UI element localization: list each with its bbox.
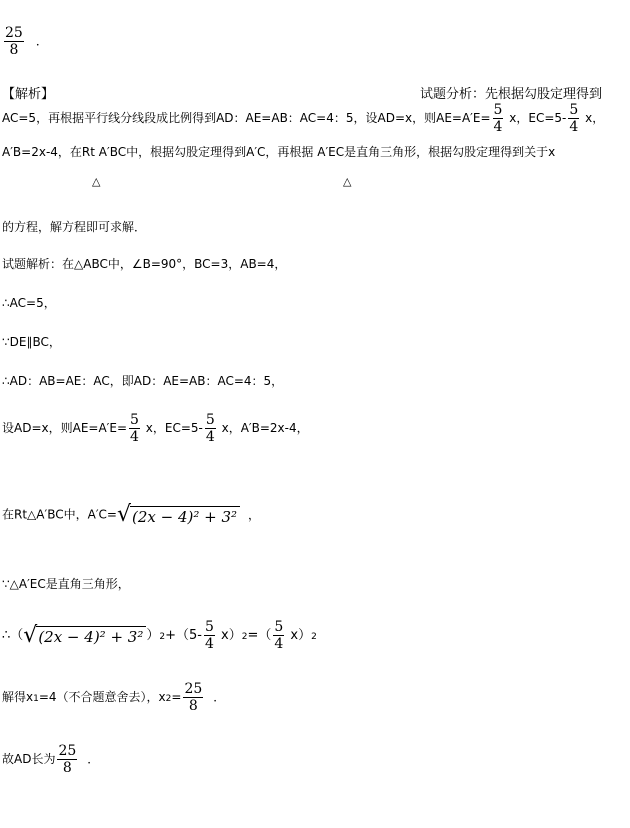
analysis-line-2: AC=5，再根据平行线分线段成比例得到AD：AE=AB：AC=4：5，设AD=x，则AE=A′E= $\frac{5}{4}$ x，EC=5- $\frac{5}{4}$ x，: [2, 102, 605, 135]
section-label: 【解析】: [2, 87, 55, 102]
fraction: $\frac{5}{4}$: [205, 412, 215, 445]
fraction: $\frac{5}{4}$: [130, 412, 139, 445]
analysis-line-4: 的方程，解方程即可求解．: [2, 220, 147, 234]
fraction: $\frac{5}{4}$: [493, 102, 503, 135]
square-root: √(2x − 4)² + 3²: [23, 625, 146, 647]
solution-line-10: 故AD长为 $\frac{25}{8}$ ．: [2, 743, 100, 776]
solution-line-5: 设AD=x，则AE=A′E= $\frac{5}{4}$ x，EC=5- $\frac{5}{4}$ x，A′B=2x-4，: [2, 412, 309, 445]
fraction: $\frac{5}{4}$: [204, 619, 214, 652]
solution-line-9: 解得x1=4（不合题意舍去），x2= $\frac{25}{8}$ ．: [2, 681, 226, 714]
fraction: $\frac{25}{8}$: [5, 25, 23, 58]
solution-line-6: 在Rt△A′BC中，A′C=√(2x − 4)² + 3² ，: [2, 502, 261, 527]
solution-line-7: ∵△A′EC是直角三角形，: [2, 577, 130, 591]
fraction: $\frac{25}{8}$: [58, 743, 77, 776]
square-root: √(2x − 4)² + 3²: [117, 504, 240, 526]
solution-line-8: ∴（√(2x − 4)² + 3² ）2+（5- $\frac{5}{4}$ x）2=（ $\frac{5}{4}$ x）2: [2, 619, 317, 652]
solution-line-3: ∵DE∥BC，: [2, 335, 61, 349]
triangle-mark: △: [343, 175, 352, 188]
solution-line-2: ∴AC=5，: [2, 296, 56, 310]
solution-line-4: ∴AD：AB=AE：AC，即AD：AE=AB：AC=4：5，: [2, 374, 284, 388]
fraction: $\frac{5}{4}$: [569, 102, 579, 135]
fraction: $\frac{5}{4}$: [274, 619, 284, 652]
analysis-intro: 试题分析：先根据勾股定理得到: [420, 87, 603, 102]
top-answer: $\frac{25}{8}$ ．: [5, 25, 48, 58]
triangle-mark: △: [92, 175, 101, 188]
analysis-line-3: A′B=2x-4，在Rt A′BC中，根据勾股定理得到A′C，再根据 A′EC是直角三角形，根据勾股定理得到关于x: [2, 145, 556, 159]
fraction: $\frac{25}{8}$: [184, 681, 203, 714]
solution-line-1: 试题解析：在△ABC中，∠B=90°，BC=3，AB=4，: [2, 257, 287, 271]
